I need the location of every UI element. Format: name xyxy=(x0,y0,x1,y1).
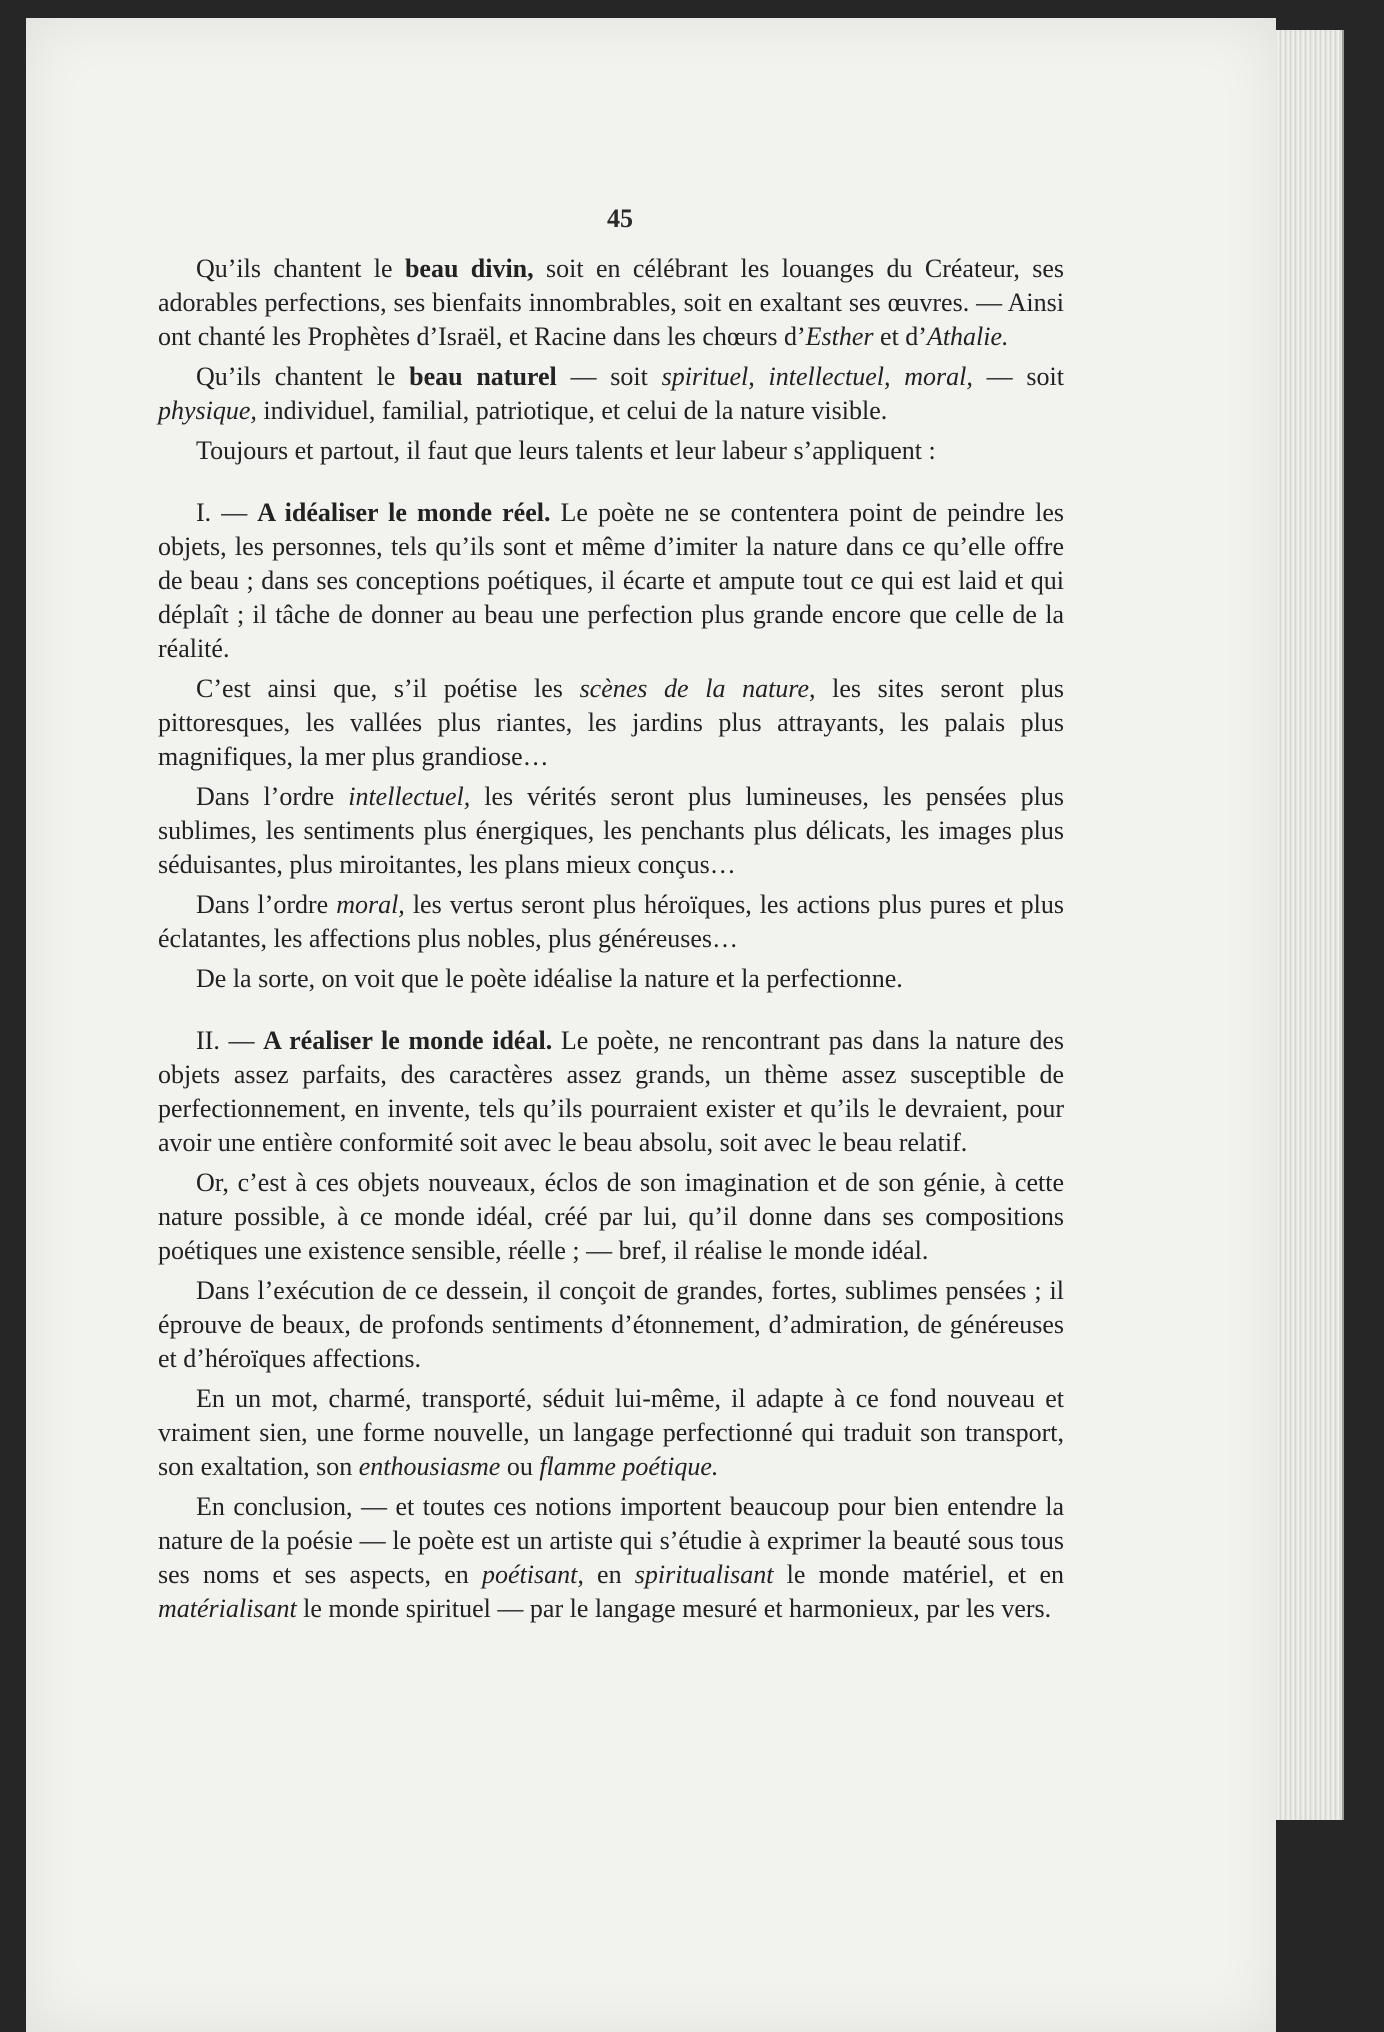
text-run: en xyxy=(583,1560,635,1589)
paragraph xyxy=(158,252,1064,354)
italic-phrase: enthousiasme xyxy=(358,1452,501,1481)
text-run: Le poète ne se contentera point de peindre les objets, les personnes, tels qu’ils sont et même d’imiter la nature dans ce qu’elle offre de beau ; dans ses conceptions poétiques, il écarte et ampute tout ce qui est laid et qui déplaît ; il tâche de donner au beau une perfection plus grande encore que celle de la réalité. xyxy=(158,498,1065,663)
text-run: les vérités seront plus lumineuses, les pensées plus sublimes, les sentiments plus énergiques, les penchants plus délicats, les images plus séduisantes, plus miroitantes, les plans mieux conçus… xyxy=(158,782,1064,879)
paragraph xyxy=(158,1382,1064,1484)
text-run: Toujours et partout, il faut que leurs talents et leur labeur s’appliquent : xyxy=(196,436,936,465)
text-run: les vertus seront plus héroïques, les actions plus pures et plus éclatantes, les affections plus nobles, plus généreuses… xyxy=(158,890,1064,953)
text-run: En conclusion, — et toutes ces notions importent beaucoup pour bien entendre la nature de la poésie — le poète est un artiste qui s’étudie à exprimer la beauté sous tous ses noms et ses aspects, en xyxy=(158,1492,1064,1589)
text-run: individuel, familial, patriotique, et celui de la nature visible. xyxy=(256,396,888,425)
bold-phrase: A réaliser le monde idéal. xyxy=(263,1026,553,1055)
paragraph xyxy=(158,496,1064,666)
paragraph xyxy=(158,1024,1064,1160)
text-run: Dans l’ordre xyxy=(196,890,337,919)
book-page xyxy=(26,18,1276,2032)
text-run: Dans l’ordre xyxy=(196,782,349,811)
bold-phrase: A idéaliser le monde réel. xyxy=(257,498,551,527)
italic-phrase: poétisant, xyxy=(481,1560,584,1589)
paragraph xyxy=(158,1490,1064,1626)
paragraph xyxy=(158,888,1064,956)
text-run: — soit xyxy=(972,362,1064,391)
body-text xyxy=(158,252,1064,1626)
paragraph xyxy=(158,672,1064,774)
text-run: En un mot, charmé, transporté, séduit lui-même, il adapte à ce fond nouveau et vraiment sien, une forme nouvelle, un langage perfectionné qui traduit son transport, son exaltation, son xyxy=(158,1384,1064,1481)
italic-phrase: Athalie. xyxy=(926,322,1009,351)
text-run: Dans l’exécution de ce dessein, il conçoit de grandes, fortes, sublimes pensées ; il éprouve de beaux, de profonds sentiments d’étonnement, d’admiration, de généreuses et d’héroïques affections. xyxy=(158,1276,1064,1373)
italic-phrase: matérialisant xyxy=(158,1594,297,1623)
text-run: Qu’ils chantent le xyxy=(196,362,410,391)
italic-phrase: physique, xyxy=(158,396,257,425)
text-run: et d’ xyxy=(873,322,927,351)
text-run: le monde spirituel — par le langage mesuré et harmonieux, par les vers. xyxy=(296,1594,1052,1623)
italic-phrase: scènes de la nature, xyxy=(579,674,816,703)
text-run: De la sorte, on voit que le poète idéalise la nature et la perfectionne. xyxy=(196,964,903,993)
bold-phrase: beau naturel xyxy=(409,362,557,391)
text-run: — soit xyxy=(556,362,662,391)
italic-phrase: spirituel, intellectuel, moral, xyxy=(661,362,973,391)
page-number: 45 xyxy=(607,204,633,233)
text-run: Or, c’est à ces objets nouveaux, éclos de son imagination et de son génie, à cette nature possible, à ce monde idéal, créé par lui, qu’il donne dans ses compositions poétiques une existence sensible, réelle ; — bref, il réalise le monde idéal. xyxy=(158,1168,1064,1265)
paragraph xyxy=(158,780,1064,882)
italic-phrase: intellectuel, xyxy=(348,782,471,811)
paragraph xyxy=(158,1166,1064,1268)
paragraph xyxy=(158,1274,1064,1376)
italic-phrase: flamme poétique. xyxy=(539,1452,719,1481)
text-run: I. — xyxy=(196,498,258,527)
bold-phrase: beau divin, xyxy=(404,254,534,283)
text-run: C’est ainsi que, s’il poétise les xyxy=(196,674,580,703)
paragraph xyxy=(158,962,1064,996)
text-run: les sites seront plus pittoresques, les vallées plus riantes, les jardins plus attrayants, les palais plus magnifiques, la mer plus grandiose… xyxy=(158,674,1065,771)
italic-phrase: moral, xyxy=(336,890,405,919)
text-run: Qu’ils chantent le xyxy=(196,254,405,283)
text-run: II. — xyxy=(196,1026,264,1055)
text-run: Le poète, ne rencontrant pas dans la nature des objets assez parfaits, des caractères assez grands, un thème assez susceptible de perfectionnement, en invente, tels qu’ils pourraient exister et qu’ils le devraient, pour avoir une entière conformité soit avec le beau absolu, soit avec le beau relatif. xyxy=(158,1026,1064,1157)
text-run: le monde matériel, et en xyxy=(773,1560,1064,1589)
paragraph xyxy=(158,360,1064,428)
italic-phrase: Esther xyxy=(805,322,874,351)
italic-phrase: spiritualisant xyxy=(634,1560,774,1589)
paragraph xyxy=(158,434,1064,468)
text-run: ou xyxy=(500,1452,540,1481)
text-run: soit en célébrant les louanges du Créateur, ses adorables perfections, ses bienfaits innombrables, soit en exaltant ses œuvres. — Ainsi ont chanté les Prophètes d’Israël, et Racine dans les chœurs d’ xyxy=(158,254,1064,351)
